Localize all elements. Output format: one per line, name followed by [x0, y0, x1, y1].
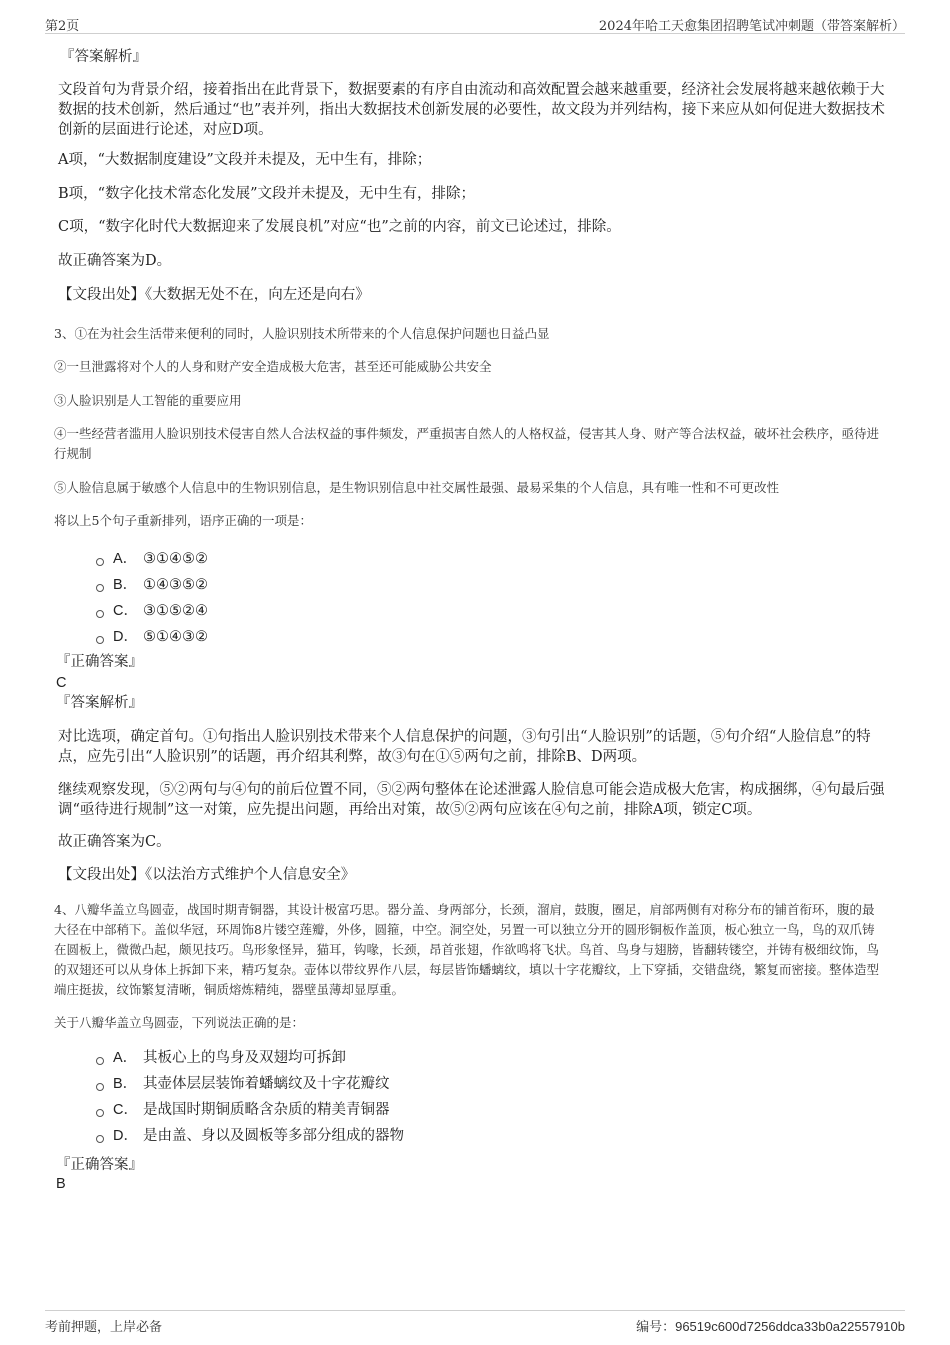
option-text: ⑤①④③②	[143, 629, 208, 645]
option-text: 是由盖、身以及圆板等多部分组成的器物	[143, 1128, 404, 1144]
q3-prompt: 将以上5个句子重新排列，语序正确的一项是：	[54, 513, 312, 528]
q4-stem: 4、八瓣华盖立鸟圆壶，战国时期青铜器，其设计极富巧思。器分盖、身两部分，长颈，溜肩，鼓腹，圈足，肩部两侧有对称分布的铺首衔环，腹的最大径在中部稍下。盖似华冠，环周饰8片镂空莲瓣，外侈，圆箍，中空。洞空处，另置一可以独立分开的圆形铜板作盖顶，板心独立一鸟，鸟的双爪铸在圆板上，微微凸起，颇见技巧。鸟形象怪异，猫耳，钩喙，长颈，昂首张翅，作欲鸣将飞状。鸟首、鸟身与翅膀，皆翻转镂空，并铸有极细纹饰，鸟的双翅还可以从身体上拆卸下来，精巧复杂。壶体以带纹界作八层，每层皆饰蟠螭纹，填以十字花瓣纹，上下穿插，交错盘绕，繁复而密接。整体造型端庄挺拔，纹饰繁复清晰，铜质熔炼精纯，器壁虽薄却显厚重。	[54, 902, 880, 997]
radio-icon[interactable]	[96, 558, 104, 566]
q3-analysis-paragraph-1: 对比选项，确定首句。①句指出人脸识别技术带来个人信息保护的问题，③句引出“人脸识别”的话题，⑤句介绍“人脸信息”的特点，应先引出“人脸识别”的话题，再介绍其利弊，故③句在①⑤两句之前，排除B、D两项。	[58, 729, 871, 765]
radio-icon[interactable]	[96, 1083, 104, 1091]
q4-option-c[interactable]: C． 是战国时期铜质略含杂质的精美青铜器	[96, 1099, 390, 1121]
q3-sentence-5: ⑤人脸信息属于敏感个人信息中的生物识别信息，是生物识别信息中社交属性最强、最易采集的个人信息，具有唯一性和不可更改性	[54, 480, 780, 495]
q3-option-d[interactable]: D． ⑤①④③②	[96, 626, 208, 648]
q4-option-b[interactable]: B． 其壶体层层装饰着蟠螭纹及十字花瓣纹	[96, 1073, 390, 1095]
q3-answer-label: 『正确答案』	[56, 654, 143, 670]
q2-analysis-option-a: A项，“大数据制度建设”文段并未提及，无中生有，排除；	[58, 152, 432, 168]
q3-option-c[interactable]: C． ③①⑤②④	[96, 600, 208, 622]
option-text: ③①⑤②④	[143, 603, 208, 619]
page-number: 第2页	[45, 19, 80, 34]
q4-option-d[interactable]: D． 是由盖、身以及圆板等多部分组成的器物	[96, 1125, 404, 1147]
q2-analysis-option-b: B项，“数字化技术常态化发展”文段并未提及，无中生有，排除；	[58, 186, 475, 202]
q2-analysis-paragraph: 文段首句为背景介绍，接着指出在此背景下，数据要素的有序自由流动和高效配置会越来越重要，经济社会发展将越来越依赖于大数据的技术创新，然后通过“也”表并列，指出大数据技术创新发展的必要性，故文段为并列结构，接下来应从如何促进大数据技术创新的层面进行论述，对应D项。	[58, 82, 885, 138]
q3-analysis-paragraph-2: 继续观察发现，⑤②两句与④句的前后位置不同，⑤②两句整体在论述泄露人脸信息可能会造成极大危害，构成捆绑，④句最后强调“亟待进行规制”这一对策，应先提出问题，再给出对策，故⑤②两句应该在④句之前，排除A项，锁定C项。	[58, 782, 885, 818]
footer-code-label: 编号：	[636, 1320, 676, 1335]
option-text: 是战国时期铜质略含杂质的精美青铜器	[143, 1102, 390, 1118]
q3-analysis-label: 『答案解析』	[56, 695, 143, 711]
q3-sentence-3: ③人脸识别是人工智能的重要应用	[54, 393, 242, 408]
q3-option-a[interactable]: A． ③①④⑤②	[96, 548, 208, 570]
q3-sentence-2: ②一旦泄露将对个人的人身和财产安全造成极大危害，甚至还可能威胁公共安全	[54, 359, 492, 374]
q3-conclusion: 故正确答案为C。	[58, 834, 171, 850]
q3-option-b[interactable]: B． ①④③⑤②	[96, 574, 208, 596]
footer-slogan: 考前押题，上岸必备	[45, 1320, 163, 1335]
q4-answer-label: 『正确答案』	[56, 1157, 143, 1173]
document-title: 2024年哈工天愈集团招聘笔试冲刺题（带答案解析）	[598, 19, 905, 34]
footer-code	[636, 1316, 905, 1335]
option-text: ③①④⑤②	[143, 551, 208, 567]
q3-source: 【文段出处】《以法治方式维护个人信息安全》	[58, 867, 356, 883]
page-footer	[45, 1310, 905, 1335]
q2-conclusion: 故正确答案为D。	[58, 253, 172, 269]
q3-sentence-1: 3、①在为社会生活带来便利的同时，人脸识别技术所带来的个人信息保护问题也日益凸显	[54, 326, 550, 341]
option-text: ①④③⑤②	[143, 577, 208, 593]
q2-analysis-label: 『答案解析』	[60, 49, 147, 65]
radio-icon[interactable]	[96, 584, 104, 592]
radio-icon[interactable]	[96, 636, 104, 644]
option-text: 其板心上的鸟身及双翅均可拆卸	[143, 1050, 346, 1066]
radio-icon[interactable]	[96, 1135, 104, 1143]
q2-source: 【文段出处】《大数据无处不在，向左还是向右》	[58, 287, 370, 303]
radio-icon[interactable]	[96, 610, 104, 618]
q4-prompt: 关于八瓣华盖立鸟圆壶，下列说法正确的是：	[54, 1015, 305, 1030]
footer-code-value: 96519c600d7256ddca33b0a22557910b	[675, 1319, 905, 1334]
radio-icon[interactable]	[96, 1109, 104, 1117]
option-text: 其壶体层层装饰着蟠螭纹及十字花瓣纹	[143, 1076, 390, 1092]
q4-option-a[interactable]: A． 其板心上的鸟身及双翅均可拆卸	[96, 1047, 346, 1069]
q3-sentence-4: ④一些经营者滥用人脸识别技术侵害自然人合法权益的事件频发，严重损害自然人的人格权益，侵害其人身、财产等合法权益，破坏社会秩序，亟待进行规制	[54, 426, 880, 461]
q3-answer: C	[56, 675, 67, 691]
q4-answer: B	[56, 1176, 66, 1192]
radio-icon[interactable]	[96, 1057, 104, 1065]
page-header	[45, 13, 905, 34]
q2-analysis-option-c: C项，“数字化时代大数据迎来了发展良机”对应“也”之前的内容，前文已论述过，排除。	[58, 219, 621, 235]
